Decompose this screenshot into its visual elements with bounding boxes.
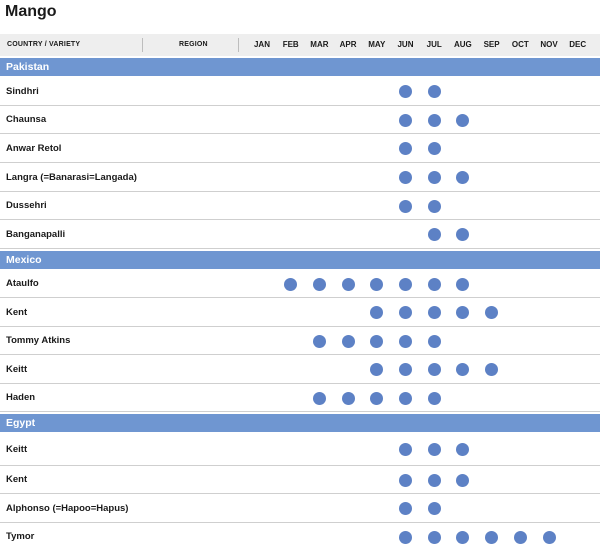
country-header-mexico — [0, 251, 600, 269]
variety-name: Alphonso (=Hapoo=Hapus) — [6, 502, 129, 514]
month-header-feb: FEB — [282, 40, 299, 49]
season-dot-sep — [485, 531, 498, 544]
season-dot-mar — [313, 278, 326, 291]
variety-row[interactable] — [0, 220, 600, 249]
variety-name: Keitt — [6, 363, 28, 375]
season-dot-apr — [342, 278, 355, 291]
season-dot-jun — [399, 306, 412, 319]
season-dot-may — [370, 363, 383, 376]
variety-row[interactable] — [0, 466, 600, 494]
season-dot-jul — [428, 335, 441, 348]
season-dot-jul — [428, 502, 441, 515]
country-header-pakistan — [0, 58, 600, 76]
season-dot-mar — [313, 392, 326, 405]
variety-name: Chaunsa — [6, 114, 47, 125]
month-header-jul: JUL — [426, 40, 442, 49]
month-header-apr: APR — [339, 40, 357, 49]
region-column-header[interactable]: REGION — [179, 41, 208, 48]
season-dot-jul — [428, 228, 441, 241]
season-dot-aug — [456, 443, 469, 456]
variety-name: Kent — [6, 306, 28, 318]
season-dot-aug — [456, 306, 469, 319]
season-dot-jun — [399, 114, 412, 127]
season-dot-jul — [428, 306, 441, 319]
month-header-sep: SEP — [483, 40, 500, 49]
variety-row[interactable] — [0, 298, 600, 327]
season-dot-jun — [399, 502, 412, 515]
season-dot-jul — [428, 363, 441, 376]
season-dot-sep — [485, 306, 498, 319]
country-name: Mexico — [6, 254, 42, 266]
month-header-jun: JUN — [397, 40, 414, 49]
season-dot-aug — [456, 531, 469, 544]
season-dot-jul — [428, 443, 441, 456]
country-header-egypt — [0, 414, 600, 432]
season-dot-feb — [284, 278, 297, 291]
season-dot-jun — [399, 278, 412, 291]
season-dot-jun — [399, 443, 412, 456]
variety-name: Sindhri — [6, 85, 39, 97]
country-name: Pakistan — [6, 61, 50, 73]
season-dot-jun — [399, 171, 412, 184]
season-dot-jun — [399, 85, 412, 98]
season-dot-jul — [428, 142, 441, 155]
variety-row[interactable] — [0, 384, 600, 412]
month-header-aug: AUG — [454, 40, 472, 49]
variety-name: Kent — [6, 474, 28, 485]
month-header-oct: OCT — [511, 40, 529, 49]
variety-name: Tymor — [6, 531, 35, 542]
season-dot-jun — [399, 200, 412, 213]
variety-name: Tommy Atkins — [6, 335, 71, 346]
season-dot-jul — [428, 171, 441, 184]
month-header-jan: JAN — [253, 40, 270, 49]
season-dot-mar — [313, 335, 326, 348]
variety-row[interactable] — [0, 192, 600, 220]
season-dot-may — [370, 392, 383, 405]
variety-name: Langra (=Banarasi=Langada) — [6, 171, 137, 183]
season-dot-aug — [456, 474, 469, 487]
variety-row[interactable] — [0, 355, 600, 384]
season-dot-aug — [456, 278, 469, 291]
season-dot-jun — [399, 392, 412, 405]
country-variety-column-header[interactable]: COUNTRY / VARIETY — [7, 41, 81, 48]
season-dot-jul — [428, 531, 441, 544]
season-dot-sep — [485, 363, 498, 376]
season-dot-apr — [342, 335, 355, 348]
month-header-may: MAY — [368, 40, 386, 49]
season-dot-may — [370, 278, 383, 291]
season-dot-jul — [428, 114, 441, 127]
season-dot-oct — [514, 531, 527, 544]
season-dot-apr — [342, 392, 355, 405]
season-dot-jul — [428, 278, 441, 291]
season-dot-jun — [399, 363, 412, 376]
country-name: Egypt — [6, 417, 36, 429]
variety-name: Anwar Retol — [6, 142, 62, 154]
variety-row[interactable] — [0, 523, 600, 551]
variety-row[interactable] — [0, 77, 600, 106]
page-title: Mango — [5, 3, 57, 20]
variety-name: Haden — [6, 392, 36, 403]
season-dot-jul — [428, 474, 441, 487]
season-dot-aug — [456, 114, 469, 127]
variety-name: Dussehri — [6, 200, 47, 211]
season-dot-jul — [428, 392, 441, 405]
season-dot-may — [370, 335, 383, 348]
season-dot-jun — [399, 531, 412, 544]
variety-row[interactable] — [0, 433, 600, 466]
variety-row[interactable] — [0, 163, 600, 192]
season-dot-jun — [399, 142, 412, 155]
season-dot-nov — [543, 531, 556, 544]
season-dot-jun — [399, 474, 412, 487]
season-dot-jul — [428, 85, 441, 98]
variety-row[interactable] — [0, 134, 600, 163]
season-dot-aug — [456, 363, 469, 376]
variety-name: Ataulfo — [6, 278, 39, 289]
season-dot-aug — [456, 228, 469, 241]
variety-name: Banganapalli — [6, 228, 66, 240]
row-divider — [0, 411, 600, 412]
column-divider — [142, 38, 143, 52]
variety-row[interactable] — [0, 494, 600, 523]
variety-row[interactable] — [0, 327, 600, 355]
season-dot-jul — [428, 200, 441, 213]
column-divider — [238, 38, 239, 52]
month-header-mar: MAR — [310, 40, 329, 49]
season-dot-jun — [399, 335, 412, 348]
month-header-dec: DEC — [569, 40, 587, 49]
row-divider — [0, 248, 600, 249]
variety-row[interactable] — [0, 106, 600, 134]
variety-row[interactable] — [0, 270, 600, 298]
month-header-nov: NOV — [540, 40, 558, 49]
table-header — [0, 34, 600, 56]
season-dot-aug — [456, 171, 469, 184]
variety-name: Keitt — [6, 443, 28, 455]
season-dot-may — [370, 306, 383, 319]
